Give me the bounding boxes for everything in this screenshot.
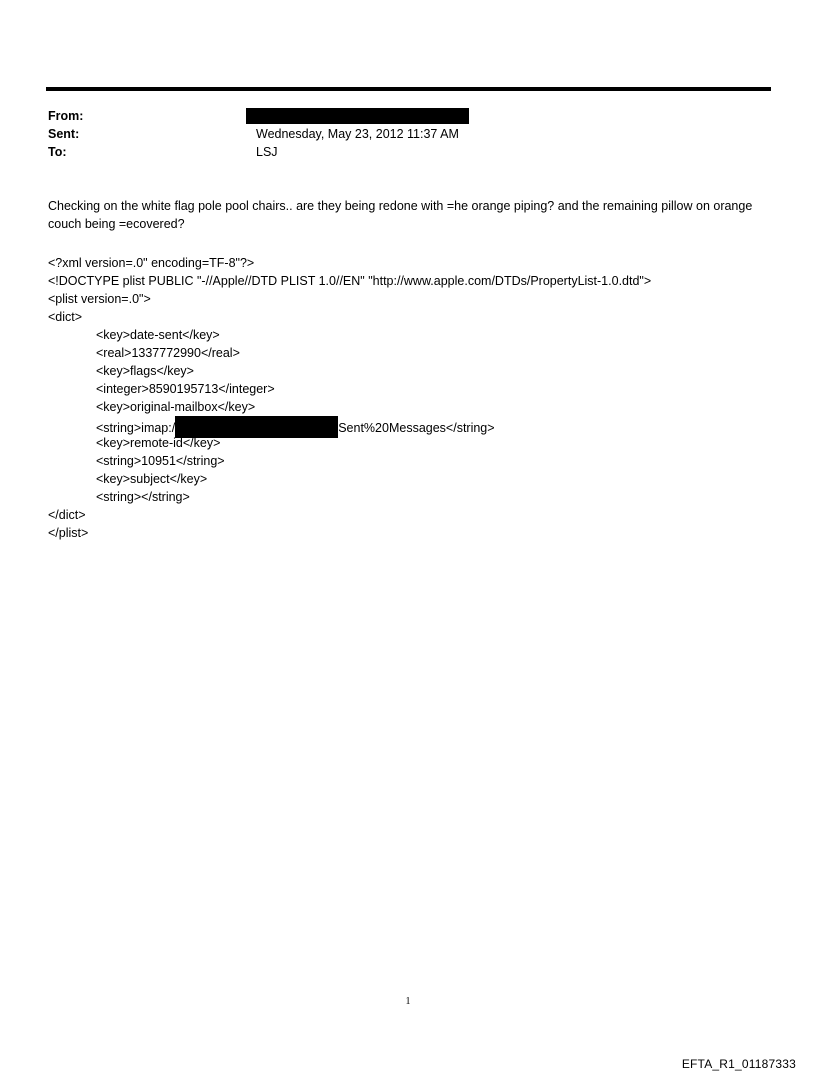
email-message: Checking on the white flag pole pool chairs.. are they being redone with =he orange piping? and the remaining pillow on orange couch being =ecovered? (48, 199, 753, 231)
xml-line: <key>original-mailbox</key> (96, 400, 256, 414)
sent-value: Wednesday, May 23, 2012 11:37 AM (256, 127, 459, 141)
bates-number: EFTA_R1_01187333 (681, 1057, 796, 1071)
to-label: To: (48, 145, 67, 159)
imap-suffix: Sent%20Messages</string> (338, 421, 495, 435)
plist-xml-block (48, 254, 651, 542)
xml-line: <key>flags</key> (96, 364, 194, 378)
sent-label: Sent: (48, 127, 80, 141)
imap-prefix: <string>imap:/ (96, 421, 176, 435)
xml-line: <string></string> (96, 490, 190, 504)
xml-line: <integer>8590195713</integer> (96, 382, 275, 396)
xml-line: <dict> (48, 310, 83, 324)
xml-line: <plist version=.0"> (48, 292, 151, 306)
xml-line-imap (48, 416, 651, 434)
page-number: 1 (405, 996, 411, 1007)
xml-line: </plist> (48, 526, 89, 540)
xml-line: <?xml version=.0" encoding=TF-8"?> (48, 256, 255, 270)
xml-line: <key>subject</key> (96, 472, 208, 486)
xml-line: </dict> (48, 508, 86, 522)
xml-line: <string>10951</string> (96, 454, 225, 468)
redaction-bar-from (246, 108, 469, 124)
from-label: From: (48, 109, 84, 123)
xml-line: <!DOCTYPE plist PUBLIC "-//Apple//DTD PLIST 1.0//EN" "http://www.apple.com/DTDs/PropertyList-1.0.dtd"> (48, 274, 652, 288)
header-divider (46, 87, 771, 91)
to-value: LSJ (256, 145, 278, 159)
xml-line: <key>remote-id</key> (96, 436, 221, 450)
xml-line: <real>1337772990</real> (96, 346, 240, 360)
xml-line: <key>date-sent</key> (96, 328, 220, 342)
